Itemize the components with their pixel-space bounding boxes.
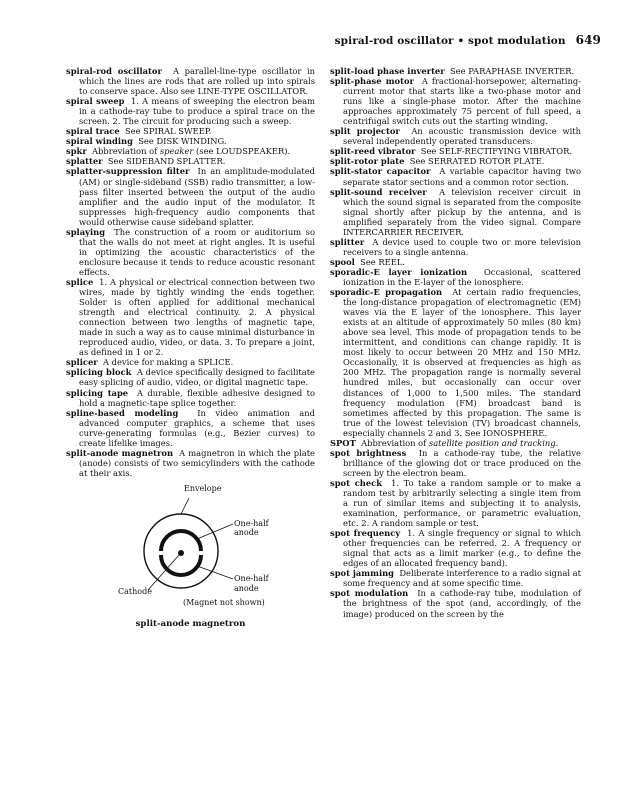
entry-definition: A parallel-line-type oscillator in which the lines are rods that are rolled up into spirals to conserve space. Also see LINE-TYPE OSCILLATOR. bbox=[79, 66, 315, 97]
anode-half-top bbox=[161, 531, 201, 551]
entry-term: SPOT bbox=[330, 437, 356, 448]
dictionary-entry bbox=[330, 237, 581, 257]
entry-term: splatter bbox=[66, 156, 103, 167]
entry-definition-italic: satellite position and tracking. bbox=[428, 437, 559, 448]
dictionary-entry bbox=[330, 568, 581, 588]
entry-definition-tail: (see LOUDSPEAKER). bbox=[193, 146, 291, 157]
dictionary-entry bbox=[66, 388, 315, 408]
entry-term: splice bbox=[66, 276, 94, 287]
dictionary-entry bbox=[330, 448, 581, 478]
cathode-label: Cathode bbox=[118, 586, 152, 596]
entry-definition: Abbreviation of bbox=[361, 437, 429, 448]
entry-term: spot brightness bbox=[330, 447, 407, 458]
entry-term: splaying bbox=[66, 226, 106, 237]
split-anode-magnetron-figure bbox=[66, 483, 315, 629]
entry-definition: In a cathode-ray tube, modulation of the brightness of the spot (and, accordingly, of the image) produced on the screen by the bbox=[343, 588, 582, 619]
dictionary-entry bbox=[330, 146, 581, 156]
dictionary-entry bbox=[330, 478, 581, 528]
anode-half-bottom bbox=[161, 555, 201, 575]
dictionary-entry bbox=[330, 588, 581, 618]
dictionary-entry bbox=[330, 257, 581, 267]
entry-definition: In video animation and advanced computer graphics, a scheme that uses curve-generating formulas (e.g., Bezier curves) to create lifelike images. bbox=[79, 407, 315, 448]
entry-definition: A device specifically designed to facilitate easy splicing of audio, video, or digital magnetic tape. bbox=[79, 367, 315, 388]
entry-definition: A device for making a SPLICE. bbox=[102, 357, 234, 368]
entry-term: spiral trace bbox=[66, 126, 120, 137]
entry-term: split-load phase inverter bbox=[330, 66, 445, 76]
entry-definition: A durable, flexible adhesive designed to hold a magnetic-tape splice together. bbox=[79, 387, 315, 408]
entry-definition: The construction of a room or auditorium so that the walls do not meet at right angles. It is useful in optimizing the acoustic characteristics of the enclosure because it tends to reduce acoustic resonant effects. bbox=[79, 226, 315, 277]
right-entry-list bbox=[330, 66, 581, 619]
entry-definition: A variable capacitor having two separate stator sections and a common rotor section. bbox=[343, 166, 581, 187]
anode-bottom-label-line1: One-half bbox=[234, 573, 269, 583]
dictionary-entry bbox=[66, 166, 315, 226]
entry-term: split-rotor plate bbox=[330, 156, 405, 167]
entry-term: split-reed vibrator bbox=[330, 146, 416, 157]
entry-term: spiral winding bbox=[66, 136, 133, 147]
entry-definition: 1. A means of sweeping the electron beam in a cathode-ray tube to produce a spiral trace on the screen. 2. The circuit for producing such a sweep. bbox=[79, 96, 315, 127]
dictionary-entry bbox=[330, 528, 581, 568]
entry-term: splicer bbox=[66, 357, 98, 368]
dictionary-entry bbox=[66, 146, 315, 156]
entry-term: split-phase motor bbox=[330, 76, 414, 87]
entry-term: spline-based modeling bbox=[66, 407, 179, 418]
envelope-label: Envelope bbox=[184, 483, 222, 493]
entry-definition: See SERRATED ROTOR PLATE. bbox=[409, 156, 545, 167]
entry-definition: Abbreviation of bbox=[92, 146, 160, 157]
dictionary-entry bbox=[330, 66, 581, 76]
dictionary-entry bbox=[66, 66, 315, 96]
entry-definition: 1. A physical or electrical connection between two wires, made by tightly winding the ends together. Solder is often applied for additional mechanical strength and electrical continuity. 2. A physical connection between two lengths of magnetic tape, made in such a way as to cause minimal disturbance in reproduced audio, video, or data. 3. To prepare a joint, as defined in 1 or 2. bbox=[79, 276, 315, 358]
entry-definition: See DISK WINDING. bbox=[138, 136, 227, 147]
entry-definition: A device used to couple two or more television receivers to a single antenna. bbox=[343, 236, 581, 257]
dictionary-entry bbox=[330, 76, 581, 126]
entry-term: split projector bbox=[330, 126, 400, 137]
dictionary-entry bbox=[330, 267, 581, 287]
dictionary-entry bbox=[330, 187, 581, 237]
entry-definition: At certain radio frequencies, the long-distance propagation of electromagnetic (EM) waves via the E layer of the ionosphere. This layer exists at an altitude of approximately 50 miles (80 km) above sea level. This mode of propagation tends to be intermittent, and conditions can change rapidly. It is most likely to occur between 20 MHz and 150 MHz. Occasionally, it is observed at frequencies as high as 200 MHz. The propagation range is normally several hundred miles, but occasionally can occur over distances of 1,000 to 1,500 miles. The standard frequency modulation (FM) broadcast band is sometimes affected by this propagation. The same is true of the lowest television (TV) broadcast channels, especially channels 2 and 3. See IONOSPHERE. bbox=[343, 287, 581, 438]
entry-definition: See SIDEBAND SPLATTER. bbox=[107, 156, 226, 167]
running-head: spiral-rod oscillator • spot modulation bbox=[334, 35, 566, 47]
dictionary-entry bbox=[66, 136, 315, 146]
dictionary-entry bbox=[66, 357, 315, 367]
envelope-leader bbox=[181, 498, 189, 514]
dictionary-entry bbox=[66, 156, 315, 166]
dictionary-entry bbox=[330, 166, 581, 186]
entry-term: spkr bbox=[66, 146, 87, 157]
entry-definition: Deliberate interference to a radio signal at some frequency and at some specific time. bbox=[343, 568, 581, 589]
figure-caption: split-anode magnetron bbox=[135, 618, 246, 629]
entry-definition: A magnetron in which the plate (anode) consists of two semicylinders with the cathode at their axis. bbox=[79, 447, 315, 478]
entry-term: spot check bbox=[330, 477, 383, 488]
entry-definition: 1. To take a random sample or to make a random test by arbitrarily selecting a single item from a run of similar items and subjecting it to analysis, examination, performance, or parametric evaluation, etc. 2. A random sample or test. bbox=[343, 477, 581, 529]
page-header bbox=[60, 33, 601, 47]
dictionary-entry bbox=[66, 96, 315, 126]
left-column bbox=[66, 66, 315, 628]
dictionary-entry bbox=[66, 126, 315, 136]
entry-term: splatter-suppression filter bbox=[66, 166, 190, 177]
entry-term: spot frequency bbox=[330, 528, 401, 539]
entry-definition: Occasional, scattered ionization in the E-layer of the ionosphere. bbox=[343, 266, 582, 287]
entry-term: spool bbox=[330, 256, 355, 267]
anode-top-label-line2: anode bbox=[234, 527, 259, 537]
entry-term: split-anode magnetron bbox=[66, 447, 174, 458]
entry-definition: See REEL. bbox=[360, 256, 406, 267]
dictionary-entry bbox=[66, 367, 315, 387]
entry-definition: See SPIRAL SWEEP. bbox=[124, 126, 212, 137]
right-column bbox=[330, 66, 581, 619]
entry-term: sporadic-E propagation bbox=[330, 287, 443, 298]
entry-definition: See SELF-RECTIFYING VIBRATOR. bbox=[420, 146, 573, 157]
anode-top-label-line1: One-half bbox=[234, 518, 269, 528]
entry-term: spot modulation bbox=[330, 588, 409, 599]
magnet-note: (Magnet not shown) bbox=[183, 597, 265, 607]
dictionary-entry bbox=[66, 227, 315, 277]
entry-term: spot jamming bbox=[330, 568, 395, 579]
left-entry-list bbox=[66, 66, 315, 478]
dictionary-entry bbox=[66, 277, 315, 357]
anode-bottom-label-line2: anode bbox=[234, 583, 259, 593]
entry-term: split-sound receiver bbox=[330, 186, 427, 197]
entry-term: splicing block bbox=[66, 367, 132, 378]
dictionary-entry bbox=[330, 126, 581, 146]
entry-term: spiral-rod oscillator bbox=[66, 66, 162, 76]
dictionary-entry bbox=[330, 287, 581, 438]
entry-definition-italic: speaker bbox=[159, 146, 194, 157]
entry-definition: A fractional-horsepower, alternating-current motor that starts like a two-phase motor and runs like a single-phase motor. After the machine approaches approximately 75 percent of full speed, a centrifugal switch cuts out the starting winding. bbox=[343, 76, 581, 127]
entry-term: spiral sweep bbox=[66, 96, 125, 107]
page-number: 649 bbox=[575, 33, 601, 47]
dictionary-entry bbox=[66, 448, 315, 478]
entry-term: split-stator capacitor bbox=[330, 166, 431, 177]
entry-definition: In a cathode-ray tube, the relative brilliance of the glowing dot or trace produced on the screen by the electron beam. bbox=[343, 447, 581, 478]
dictionary-entry bbox=[330, 438, 581, 448]
anode-bottom-leader bbox=[197, 566, 233, 579]
entry-definition: An acoustic transmission device with several independently operated transducers. bbox=[343, 126, 581, 147]
entry-definition: See PARAPHASE INVERTER. bbox=[449, 66, 575, 76]
entry-definition: 1. A single frequency or signal to which other frequencies can be referred. 2. A frequency or signal that acts as a limit marker (e.g., to define the edges of an allocated frequency band). bbox=[343, 528, 581, 569]
entry-term: splicing tape bbox=[66, 387, 129, 398]
dictionary-entry bbox=[66, 408, 315, 448]
entry-term: sporadic-E layer ionization bbox=[330, 266, 468, 277]
entry-definition: A television receiver circuit in which the sound signal is separated from the composite signal shortly after pickup by the antenna, and is amplified separately from the video signal. Compare INTERCARRIER RECEIVER. bbox=[343, 186, 581, 237]
dictionary-entry bbox=[330, 156, 581, 166]
entry-definition: In an amplitude-modulated (AM) or single-sideband (SSB) radio transmitter, a low-pass filter inserted between the output of the audio amplifier and the audio input of the modulator. It suppresses high-frequency audio components that would otherwise cause sideband splatter. bbox=[79, 166, 315, 227]
entry-term: splitter bbox=[330, 236, 365, 247]
